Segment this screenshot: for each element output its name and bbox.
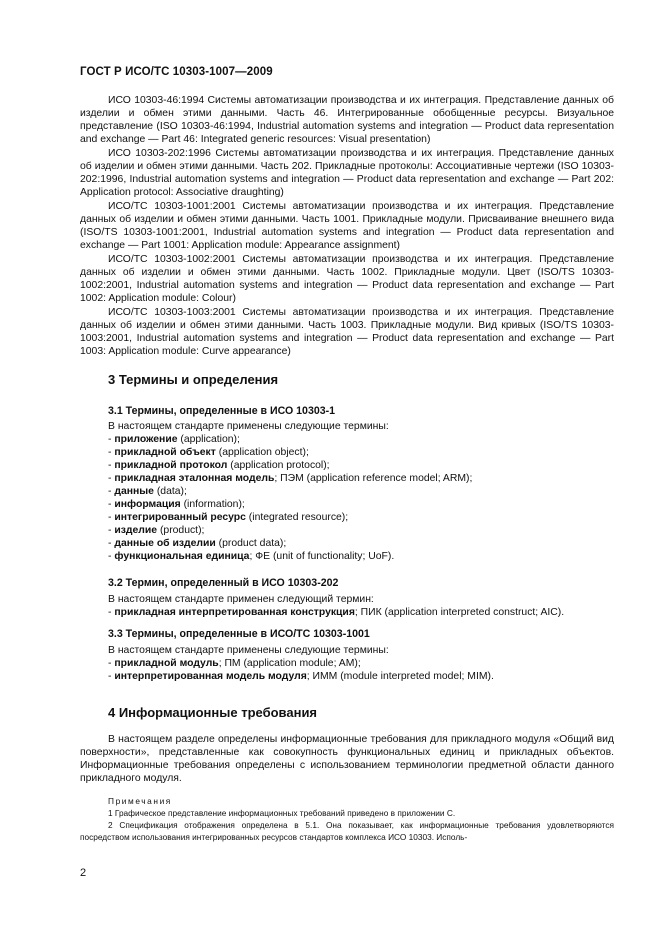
reference-paragraph: ИСО/ТС 10303-1001:2001 Системы автоматизации производства и их интеграция. Представление данных об изделии и обмен этими данными. Часть 1001. Прикладные модули. Присваивание внешнего вида (ISO/TS 10303-1001:2001, Industrial automation systems and integration — Product data representation and exchange — Part 1001: Application module: Appearance assignment) [80,201,614,251]
term-item: - информация (information); [108,499,245,510]
term-item: - прикладной объект (application object); [108,447,309,458]
reference-paragraph: ИСО/ТС 10303-1003:2001 Системы автоматизации производства и их интеграция. Представление данных об изделии и обмен этими данными. Часть 1003. Прикладные модули. Вид кривых (ISO/TS 10303-1003:2001, Industrial automation systems and integration — Product data representation and exchange — Part 1003: Application module: Curve appearance) [80,307,614,357]
reference-paragraph: ИСО/ТС 10303-1002:2001 Системы автоматизации производства и их интеграция. Представление данных об изделии и обмен этими данными. Часть 1002. Прикладные модули. Цвет (ISO/TS 10303-1002:2001, Industrial automation systems and integration — Product data representation and exchange — Part 1002: Application module: Colour) [80,254,614,304]
terms-list-3-1 [108,420,472,563]
term-item: - прикладная эталонная модель; ПЭМ (application reference model; ARM); [108,473,473,484]
term-item: - прикладной модуль; ПМ (application module; AM); [108,658,361,669]
terms-list-3-2 [108,593,564,619]
list-intro: В настоящем стандарте применены следующие термины: [108,645,389,656]
note-item: 2 Спецификация отображения определена в 5.1. Она показывает, как информационные требования удовлетворяются посредством использования интегрированных ресурсов стандартов комплекса ИСО 10303. Исполь- [80,820,614,842]
list-intro: В настоящем стандарте применены следующие термины: [108,421,389,432]
section-4-paragraph: В настоящем разделе определены информационные требования для прикладного модуля «Общий вид поверхности», представленные как совокупность функциональных единиц и прикладных объектов. Информационные требования определены с использованием терминологии предметной области данного прикладного модуля. [80,734,614,784]
page-number: 2 [80,867,87,879]
term-item: - прикладная интерпретированная конструкция; ПИК (application interpreted construct; AIC). [108,607,565,618]
reference-paragraph: ИСО 10303-202:1996 Системы автоматизации производства и их интеграция. Представление данных об изделии и обмен этими данными. Часть 202. Прикладные протоколы: Ассоциативные чертежи (ISO 10303-202:1996, Industrial automation systems and integration — Product data representation and exchange — Part 202: Application protocol: Associative draughting) [80,148,614,198]
term-item: - функциональная единица; ФЕ (unit of functionality; UoF). [108,551,395,562]
terms-list-3-3 [108,644,494,683]
section-3-heading: 3 Термины и определения [108,372,279,387]
term-item: - прикладной протокол (application protocol); [108,460,330,471]
note-item: 1 Графическое представление информационных требований приведено в приложении С. [108,808,456,818]
subsection-3-2-heading: 3.2 Термин, определенный в ИСО 10303-202 [108,577,339,589]
section-4-heading: 4 Информационные требования [108,705,318,720]
document-header: ГОСТ Р ИСО/ТС 10303-1007—2009 [80,66,273,78]
subsection-3-1-heading: 3.1 Термины, определенные в ИСО 10303-1 [108,405,336,417]
normative-references [80,94,614,358]
section-4-body [80,733,614,785]
notes-title: Примечания [108,796,172,806]
list-intro: В настоящем стандарте применен следующий термин: [108,594,374,605]
term-item: - данные об изделии (product data); [108,538,287,549]
term-item: - изделие (product); [108,525,205,536]
subsection-3-3-heading: 3.3 Термины, определенные в ИСО/ТС 10303-1001 [108,628,370,640]
term-item: - данные (data); [108,486,187,497]
term-item: - приложение (application); [108,434,240,445]
notes-block [80,795,614,843]
reference-paragraph: ИСО 10303-46:1994 Системы автоматизации производства и их интеграция. Представление данных об изделии и обмен этими данными. Часть 46. Интегрированные обобщенные ресурсы. Визуальное представление (ISO 10303-46:1994, Industrial automation systems and integration — Product data representation and exchange — Part 46: Integrated generic resources: Visual presentation) [80,95,614,145]
term-item: - интегрированный ресурс (integrated resource); [108,512,349,523]
term-item: - интерпретированная модель модуля; ИММ (module interpreted model; MIM). [108,671,494,682]
